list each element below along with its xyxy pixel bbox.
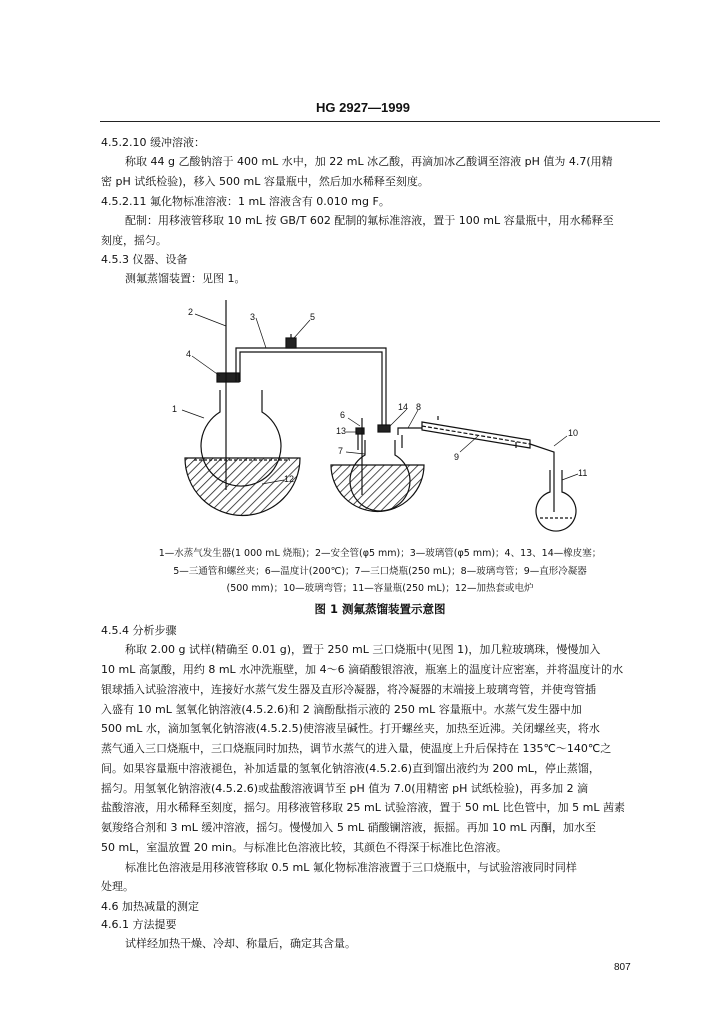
section-heading-45211: 4.5.2.11 氟化物标准溶液：1 mL 溶液含有 0.010 mg F。: [101, 195, 390, 208]
paragraph-line: 称取 44 g 乙酸钠溶于 400 mL 水中，加 22 mL 冰乙酸，再滴加冰乙酸调至溶液 pH 值为 4.7(用精: [125, 155, 613, 168]
paragraph-line: 氨羧络合剂和 3 mL 缓冲溶液，摇匀。慢慢加入 5 mL 硝酸镧溶液，振摇。再加 10 mL 丙酮，加水至: [101, 821, 596, 834]
fig-label-7: 7: [338, 446, 344, 456]
fig-label-13: 13: [336, 426, 347, 436]
fig-label-10: 10: [568, 428, 579, 438]
glass-tube-3: [236, 348, 386, 430]
section-heading-45210: 4.5.2.10 缓冲溶液：: [101, 136, 205, 149]
heating-mantle-left: [185, 458, 300, 515]
fig-label-5: 5: [310, 312, 316, 322]
distillation-apparatus-figure: [160, 290, 620, 540]
paragraph-line: 配制：用移液管移取 10 mL 按 GB/T 602 配制的氟标准溶液，置于 100 mL 容量瓶中，用水稀释至: [125, 214, 614, 227]
header-rule: [100, 121, 660, 122]
fig-label-1: 1: [172, 404, 178, 414]
paragraph-line: 盐酸溶液，用水稀释至刻度，摇匀。用移液管移取 25 mL 试验溶液，置于 50 mL 比色管中，加 5 mL 茜素: [101, 801, 625, 814]
paragraph-line: 蒸气通入三口烧瓶中，三口烧瓶同时加热，调节水蒸气的进入量，使温度上升后保持在 135℃～140℃之: [101, 742, 612, 755]
stopper-13: [356, 428, 364, 434]
page-number: 807: [614, 962, 631, 973]
paragraph-line: 刻度，摇匀。: [101, 234, 167, 247]
heating-mantle-right: [331, 465, 424, 511]
paragraph-line: 入盛有 10 mL 氢氧化钠溶液(4.5.2.6)和 2 滴酚酞指示液的 250 mL 容量瓶中。水蒸气发生器中加: [101, 703, 582, 716]
volumetric-flask: [536, 470, 576, 531]
paragraph-line: 摇匀。用氢氧化钠溶液(4.5.2.6)或盐酸溶液调节至 pH 值为 7.0(用精密 pH 试纸检验)，再多加 2 滴: [101, 782, 589, 795]
fig-label-9: 9: [454, 452, 460, 462]
stopper-14: [378, 425, 390, 432]
fig-label-11: 11: [578, 468, 588, 478]
fig-label-4: 4: [186, 349, 192, 359]
section-heading-461: 4.6.1 方法提要: [101, 918, 177, 931]
paragraph-line: 50 mL，室温放置 20 min。与标准比色溶液比较，其颜色不得深于标准比色溶液。: [101, 841, 508, 854]
paragraph-line: 密 pH 试纸检验)，移入 500 mL 容量瓶中，然后加水稀释至刻度。: [101, 175, 429, 188]
figure-caption-line: 1—水蒸气发生器(1 000 mL 烧瓶)；2—安全管(φ5 mm)；3—玻璃管(φ5 mm)；4、13、14—橡皮塞；: [158, 548, 602, 559]
figure-caption-line: (500 mm)；10—玻璃弯管；11—容量瓶(250 mL)；12—加热套或电炉: [226, 583, 534, 594]
paragraph-line: 标准比色溶液是用移液管移取 0.5 mL 氟化物标准溶液置于三口烧瓶中，与试验溶液同时同样: [125, 861, 577, 874]
standard-code-header: HG 2927—1999: [316, 100, 410, 115]
figure-title: 图 1 测氟蒸馏装置示意图: [314, 602, 446, 616]
fig-label-2: 2: [188, 307, 194, 317]
paragraph-line: 间。如果容量瓶中溶液褪色，补加适量的氢氧化钠溶液(4.5.2.6)直到馏出液约为 200 mL，停止蒸馏，: [101, 762, 600, 775]
fig-label-3: 3: [250, 312, 256, 322]
fig-label-12: 12: [284, 474, 295, 484]
section-heading-46: 4.6 加热减量的测定: [101, 900, 199, 913]
section-heading-453: 4.5.3 仪器、设备: [101, 253, 188, 266]
figure-caption-line: 5—三通管和螺丝夹；6—温度计(200℃)；7—三口烧瓶(250 mL)；8—玻璃弯管；9—直形冷凝器: [173, 566, 587, 577]
paragraph-line: 银球插入试验溶液中，连接好水蒸气发生器及直形冷凝器，将冷凝器的末端接上玻璃弯管，并使弯管插: [101, 683, 596, 696]
glass-bend-8: [398, 428, 422, 435]
three-way-clamp: [286, 338, 296, 348]
paragraph-line: 称取 2.00 g 试样(精确至 0.01 g)，置于 250 mL 三口烧瓶中(见图 1)，加几粒玻璃珠，慢慢加入: [125, 643, 601, 656]
paragraph-line: 10 mL 高氯酸，用约 8 mL 水冲洗瓶壁，加 4～6 滴硝酸银溶液，瓶塞上的温度计应密塞，并将温度计的水: [101, 663, 624, 676]
section-heading-454: 4.5.4 分析步骤: [101, 624, 177, 637]
paragraph-line: 试样经加热干燥、冷却、称量后，确定其含量。: [125, 937, 356, 950]
paragraph-line: 测氟蒸馏装置：见图 1。: [125, 272, 246, 285]
fig-label-8: 8: [416, 402, 422, 412]
paragraph-line: 500 mL 水，滴加氢氧化钠溶液(4.5.2.5)使溶液呈碱性。打开螺丝夹，加热至近沸。关闭螺丝夹，将水: [101, 722, 600, 735]
paragraph-line: 处理。: [101, 880, 134, 893]
fig-label-14: 14: [398, 402, 409, 412]
fig-label-6: 6: [340, 410, 346, 420]
